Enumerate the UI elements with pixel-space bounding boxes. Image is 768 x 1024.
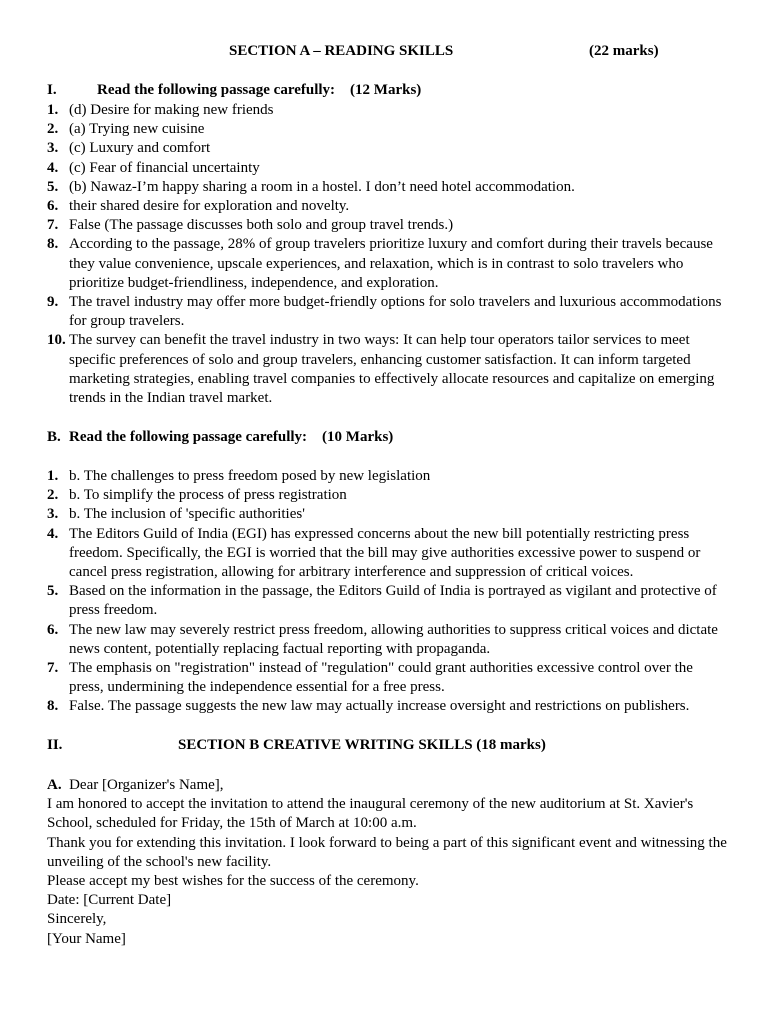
section-marks: (22 marks) (589, 43, 659, 59)
letter-body (47, 776, 727, 949)
answer-number: 6. (47, 198, 59, 215)
answer-item (47, 293, 727, 331)
part-b-title: Read the following passage carefully: (10 Marks) (69, 429, 394, 445)
part-i-title: Read the following passage carefully: (12 Marks) (97, 82, 422, 98)
part-ii-number: II. (47, 737, 63, 753)
answer-item (47, 621, 727, 659)
letter-paragraph: Thank you for extending this invitation. I look forward to being a part of this significant event and witnessing the unveiling of the school's new facility. (47, 834, 727, 870)
letter-paragraph: I am honored to accept the invitation to attend the inaugural ceremony of the new auditorium at St. Xavier's School, scheduled for Friday, the 15th of March at 10:00 a.m. (47, 796, 694, 832)
answer-item (47, 197, 727, 216)
answer-number: 3. (47, 140, 59, 157)
answer-text: (c) Fear of financial uncertainty (69, 159, 260, 176)
answer-item (47, 101, 727, 120)
answer-number: 7. (47, 217, 59, 234)
answer-number: 1. (47, 102, 59, 118)
answer-number: 8. (47, 236, 59, 253)
letter-date: Date: [Current Date] (47, 892, 172, 909)
answer-text: The Editors Guild of India (EGI) has expressed concerns about the new bill potentially restricting press freedom. Specifically, the EGI is worried that the bill may give authorities excessive power to suspend or cancel press registration, allowing for arbitrary interference and suppression of critical voices. (69, 525, 701, 581)
letter-signature: [Your Name] (47, 930, 126, 947)
part-b-number: B. (47, 429, 61, 445)
answer-number: 4. (47, 525, 59, 542)
answer-number: 8. (47, 698, 59, 715)
letter-salutation-line (47, 776, 727, 795)
answer-number: 9. (47, 294, 59, 311)
answer-text: b. The challenges to press freedom posed by new legislation (69, 468, 431, 484)
answer-number: 2. (47, 487, 59, 504)
part-i-number: I. (47, 82, 57, 98)
answer-item (47, 525, 727, 583)
answer-text: b. The inclusion of 'specific authorities' (69, 506, 305, 523)
answer-item (47, 178, 727, 197)
letter-label: A. (47, 777, 62, 793)
answer-text: their shared desire for exploration and novelty. (69, 198, 350, 215)
section-a-header (0, 43, 768, 63)
answer-item (47, 235, 727, 293)
answer-item (47, 697, 727, 716)
part-ii-title: SECTION B CREATIVE WRITING SKILLS (18 marks) (178, 737, 546, 753)
answer-text: The emphasis on "registration" instead of "regulation" could grant authorities excessive control over the press, undermining the independence essential for a free press. (69, 660, 693, 696)
answer-text: (b) Nawaz-I’m happy sharing a room in a hostel. I don’t need hotel accommodation. (69, 178, 575, 195)
answer-text: The survey can benefit the travel industry in two ways: It can help tour operators tailor services to meet specific preferences of solo and group travelers, enhancing customer satisfaction. It can inform targeted marketing strategies, enabling travel companies to effectively allocate resources and capitalize on emerging trends in the Indian travel market. (69, 332, 715, 407)
section-title: SECTION A – READING SKILLS (229, 43, 454, 59)
answer-text: (c) Luxury and comfort (69, 140, 211, 157)
answer-number: 6. (47, 621, 59, 638)
answer-item (47, 216, 727, 235)
answer-item (47, 659, 727, 697)
answer-item (47, 139, 727, 158)
answer-text: False (The passage discusses both solo and group travel trends.) (69, 217, 454, 234)
answer-number: 3. (47, 506, 59, 523)
answer-text: (d) Desire for making new friends (69, 102, 274, 118)
answer-text: The travel industry may offer more budget-friendly options for solo travelers and luxurious accommodations for group travelers. (69, 294, 722, 330)
answer-text: b. To simplify the process of press registration (69, 487, 347, 504)
letter-closing: Sincerely, (47, 911, 107, 928)
answer-item (47, 486, 727, 505)
answer-number: 10. (47, 332, 66, 349)
answer-item (47, 582, 727, 620)
part-i-answers (47, 101, 727, 408)
answer-text: False. The passage suggests the new law may actually increase oversight and restrictions on publishers. (69, 698, 690, 715)
answer-text: The new law may severely restrict press freedom, allowing authorities to suppress critical voices and dictate news content, potentially replacing factual reporting with propaganda. (69, 621, 718, 657)
answer-text: (a) Trying new cuisine (69, 121, 205, 138)
answer-text: Based on the information in the passage, the Editors Guild of India is portrayed as vigilant and protective of press freedom. (69, 583, 717, 619)
answer-number: 5. (47, 583, 59, 600)
answer-number: 4. (47, 159, 59, 176)
answer-number: 1. (47, 468, 59, 484)
answer-item (47, 467, 727, 486)
answer-item (47, 120, 727, 139)
answer-text: According to the passage, 28% of group travelers prioritize luxury and comfort during their travels because they value convenience, upscale experiences, and relaxation, which is in contrast to solo travelers who prioritize budget-friendliness, independence, and exploration. (69, 236, 713, 291)
letter-paragraph: Please accept my best wishes for the success of the ceremony. (47, 873, 419, 890)
letter-salutation: Dear [Organizer's Name], (69, 777, 224, 793)
answer-number: 2. (47, 121, 59, 138)
answer-item (47, 159, 727, 178)
answer-number: 5. (47, 178, 59, 195)
answer-item (47, 505, 727, 524)
part-b-answers (47, 467, 727, 717)
answer-number: 7. (47, 660, 59, 677)
answer-item (47, 331, 727, 408)
